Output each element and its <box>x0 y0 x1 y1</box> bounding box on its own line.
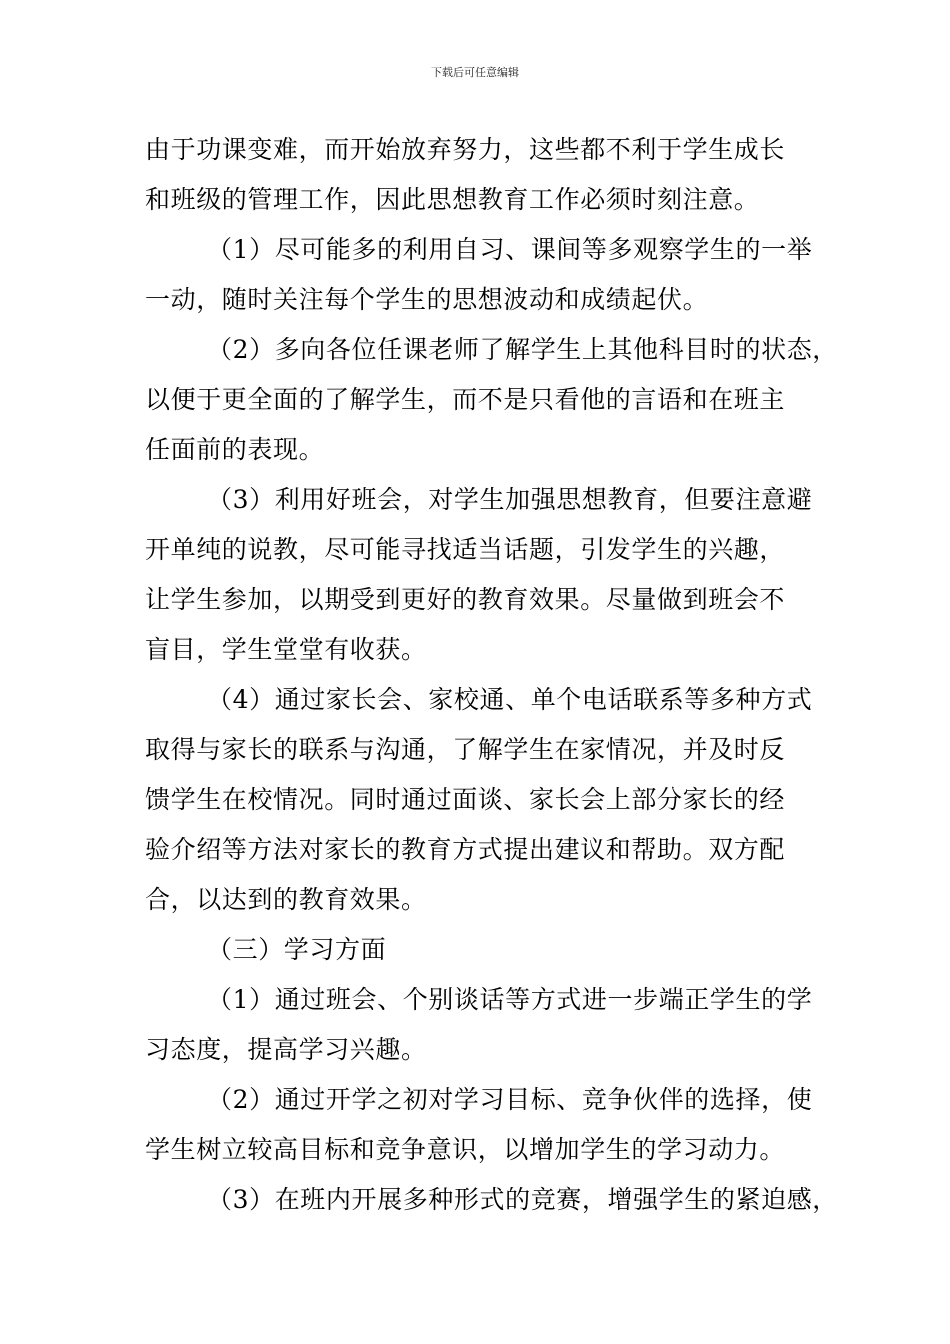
text-line: 馈学生在校情况。同时通过面谈、家长会上部分家长的经 <box>145 785 786 814</box>
text-line: 开单纯的说教，尽可能寻找适当话题，引发学生的兴趣， <box>145 535 786 564</box>
text-line: （3）利用好班会，对学生加强思想教育，但要注意避 <box>207 485 813 514</box>
paragraph-study-2 <box>145 1075 835 1175</box>
text-line: 学生树立较高目标和竞争意识，以增加学生的学习动力。 <box>145 1135 786 1164</box>
text-line: 让学生参加，以期受到更好的教育效果。尽量做到班会不 <box>145 585 786 614</box>
paragraph-item-4 <box>145 675 835 925</box>
paragraph-study-3 <box>145 1175 838 1225</box>
section-heading <box>145 925 835 975</box>
page-header: 下载后可任意编辑 <box>431 66 519 79</box>
text-line: 验介绍等方法对家长的教育方式提出建议和帮助。双方配 <box>145 835 786 864</box>
text-line: （1）通过班会、个别谈话等方式进一步端正学生的学 <box>207 985 813 1014</box>
document-body <box>145 125 838 1225</box>
text-line: 盲目，学生堂堂有收获。 <box>145 635 427 664</box>
paragraph-intro <box>145 125 835 225</box>
text-line: 习态度，提高学习兴趣。 <box>145 1035 427 1064</box>
paragraph-item-1 <box>145 225 835 325</box>
text-line: （3）在班内开展多种形式的竞赛，增强学生的紧迫感， <box>207 1185 838 1214</box>
paragraph-item-3 <box>145 475 835 675</box>
text-line: 和班级的管理工作，因此思想教育工作必须时刻注意。 <box>145 185 760 214</box>
text-line: （1）尽可能多的利用自习、课间等多观察学生的一举 <box>207 235 813 264</box>
text-line: （2）通过开学之初对学习目标、竞争伙伴的选择，使 <box>207 1085 813 1114</box>
text-line: （4）通过家长会、家校通、单个电话联系等多种方式 <box>207 685 813 714</box>
text-line: 以便于更全面的了解学生，而不是只看他的言语和在班主 <box>145 385 786 414</box>
text-line: （三）学习方面 <box>207 935 387 964</box>
text-line: 任面前的表现。 <box>145 435 325 464</box>
text-line: 合，以达到的教育效果。 <box>145 885 427 914</box>
text-line: 取得与家长的联系与沟通，了解学生在家情况，并及时反 <box>145 735 786 764</box>
paragraph-item-2 <box>145 325 838 475</box>
paragraph-study-1 <box>145 975 835 1075</box>
text-line: 一动，随时关注每个学生的思想波动和成绩起伏。 <box>145 285 709 314</box>
text-line: 由于功课变难，而开始放弃努力，这些都不利于学生成长 <box>145 135 786 164</box>
text-line: （2）多向各位任课老师了解学生上其他科目时的状态， <box>207 335 838 364</box>
